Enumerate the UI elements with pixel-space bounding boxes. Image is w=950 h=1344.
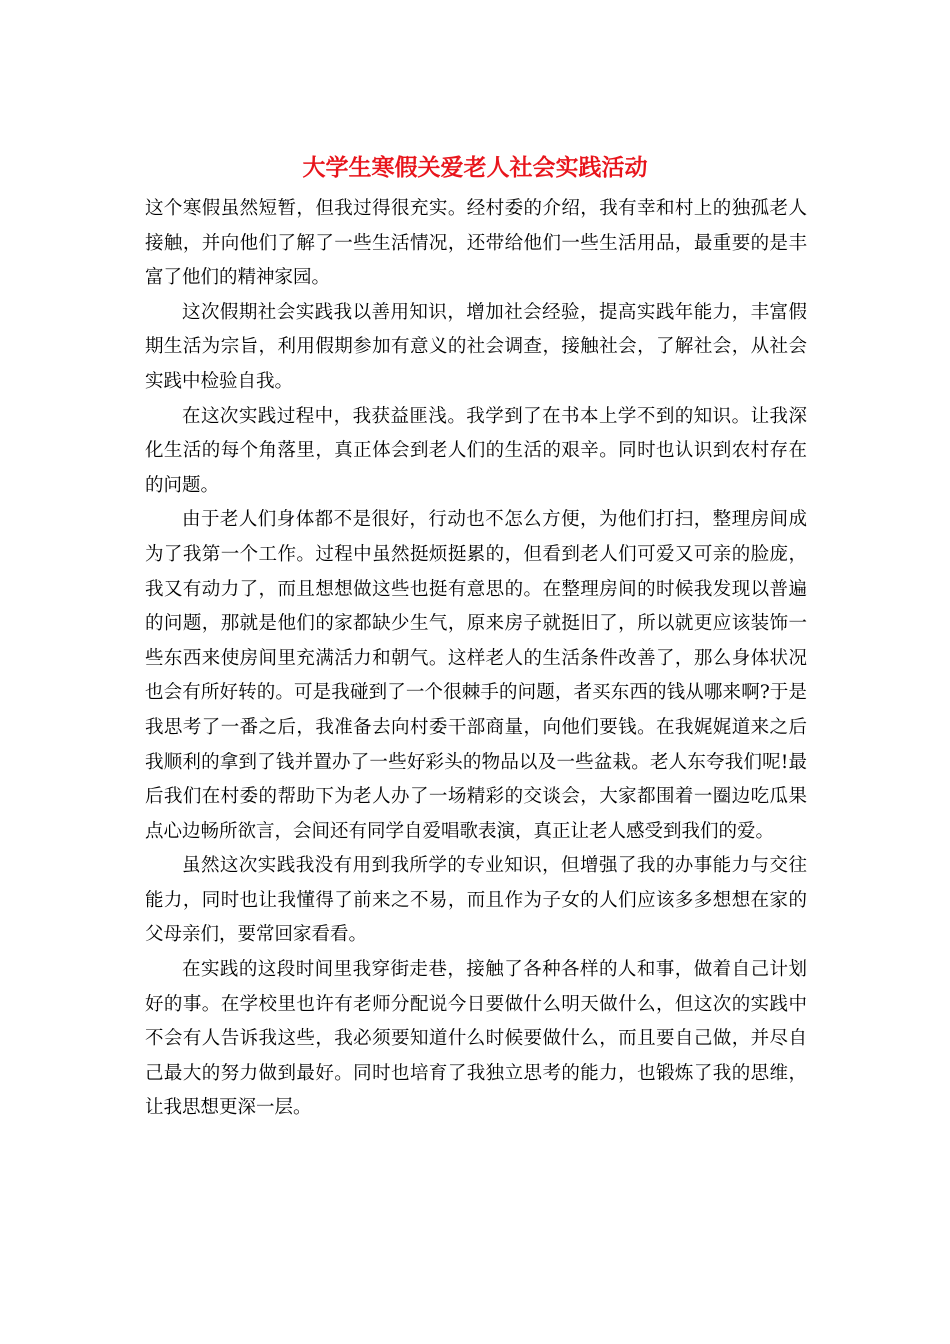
paragraph-6: 在实践的这段时间里我穿街走巷，接触了各种各样的人和事，做着自己计划好的事。在学校里也许有老师分配说今日要做什么明天做什么，但这次的实践中不会有人告诉我这些，我必须要知道什么时候要做什么，而且要自己做，并尽自己最大的努力做到最好。同时也培育了我独立思考的能力，也锻炼了我的思维，让我思想更深一层。 (145, 959, 807, 1119)
document-title: 大学生寒假关爱老人社会实践活动 (302, 154, 648, 181)
paragraph-5: 虽然这次实践我没有用到我所学的专业知识，但增强了我的办事能力与交往能力，同时也让我懂得了前来之不易，而且作为子女的人们应该多多想想在家的父母亲们，要常回家看看。 (145, 855, 807, 946)
paragraph-4: 由于老人们身体都不是很好，行动也不怎么方便，为他们打扫，整理房间成为了我第一个工作。过程中虽然挺烦挺累的，但看到老人们可爱又可亲的脸庞，我又有动力了，而且想想做这些也挺有意思的。在整理房间的时候我发现以普遍的问题，那就是他们的家都缺少生气，原来房子就挺旧了，所以就更应该装饰一些东西来使房间里充满活力和朝气。这样老人的生活条件改善了，那么身体状况也会有所好转的。可是我碰到了一个很棘手的问题，者买东西的钱从哪来啊?于是我思考了一番之后，我准备去向村委干部商量，向他们要钱。在我娓娓道来之后我顺利的拿到了钱并置办了一些好彩头的物品以及一些盆栽。老人东夸我们呢!最后我们在村委的帮助下为老人办了一场精彩的交谈会，大家都围着一圈边吃瓜果点心边畅所欲言，会间还有同学自爱唱歌表演，真正让老人感受到我们的爱。 (145, 509, 807, 842)
document-body (145, 192, 807, 1126)
paragraph-3: 在这次实践过程中，我获益匪浅。我学到了在书本上学不到的知识。让我深化生活的每个角落里，真正体会到老人们的生活的艰辛。同时也认识到农村存在的问题。 (145, 405, 807, 496)
paragraph-1: 这个寒假虽然短暂，但我过得很充实。经村委的介绍，我有幸和村上的独孤老人接触，并向他们了解了一些生活情况，还带给他们一些生活用品，最重要的是丰富了他们的精神家园。 (145, 198, 807, 289)
paragraph-2: 这次假期社会实践我以善用知识，增加社会经验，提高实践年能力，丰富假期生活为宗旨，利用假期参加有意义的社会调查，接触社会，了解社会，从社会实践中检验自我。 (145, 301, 807, 392)
